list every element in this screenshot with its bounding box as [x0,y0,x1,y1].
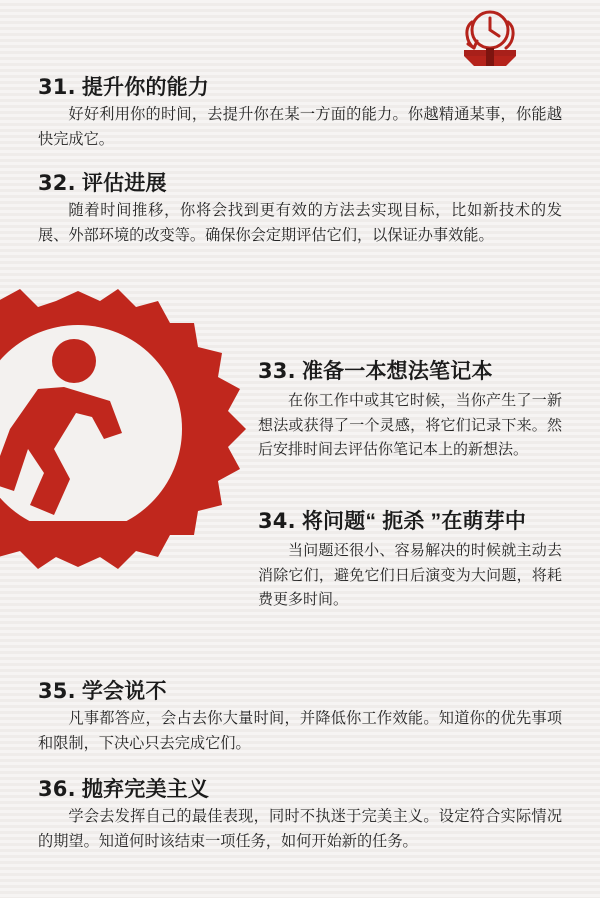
tip-32-number: 32. [38,171,76,195]
tip-32-heading [38,170,562,197]
tip-31-body: 好好利用你的时间，去提升你在某一方面的能力。你越精通某事，你能越快完成它。 [38,106,562,148]
gear-with-running-man-icon [0,283,278,683]
tip-33-title: 准备一本想法笔记本 [301,360,493,383]
clock-book-emblem-icon [450,8,530,70]
tip-block-33 [258,358,562,463]
tip-31-number: 31. [38,75,76,99]
tip-31-title: 提升你的能力 [81,76,210,99]
tip-35-title: 学会说不 [81,680,167,703]
tip-32-body: 随着时间推移，你将会找到更有效的方法去实现目标，比如新技术的发展、外部环境的改变等。确保你会定期评估它们，以保证办事效能。 [38,202,562,244]
tip-block-35 [38,678,562,757]
tip-34-number: 34. [258,509,296,533]
tip-36-title: 抛弃完美主义 [81,778,210,801]
tip-36-number: 36. [38,777,76,801]
tip-35-number: 35. [38,679,76,703]
tip-32-title: 评估进展 [81,172,167,195]
tip-34-heading [258,508,562,535]
tip-33-number: 33. [258,359,296,383]
tip-31-heading [38,74,562,101]
tip-35-heading [38,678,562,705]
tip-34-body: 当问题还很小、容易解决的时候就主动去消除它们，避免它们日后演变为大问题，将耗费更多时间。 [258,542,562,609]
tip-block-31 [38,74,562,153]
tip-33-body: 在你工作中或其它时候，当你产生了一新想法或获得了一个灵感，将它们记录下来。然后安排时间去评估你笔记本上的新想法。 [258,392,562,459]
tip-34-title: 将问题“ 扼杀 ”在萌芽中 [301,510,527,533]
tip-33-heading [258,358,562,385]
tip-36-heading [38,776,562,803]
tip-35-body: 凡事都答应，会占去你大量时间，并降低你工作效能。知道你的优先事项和限制，下决心只去完成它们。 [38,710,562,752]
tip-block-34 [258,508,562,613]
tip-block-36 [38,776,562,855]
tip-block-32 [38,170,562,249]
tip-36-body: 学会去发挥自己的最佳表现，同时不执迷于完美主义。设定符合实际情况的期望。知道何时该结束一项任务，如何开始新的任务。 [38,808,562,850]
